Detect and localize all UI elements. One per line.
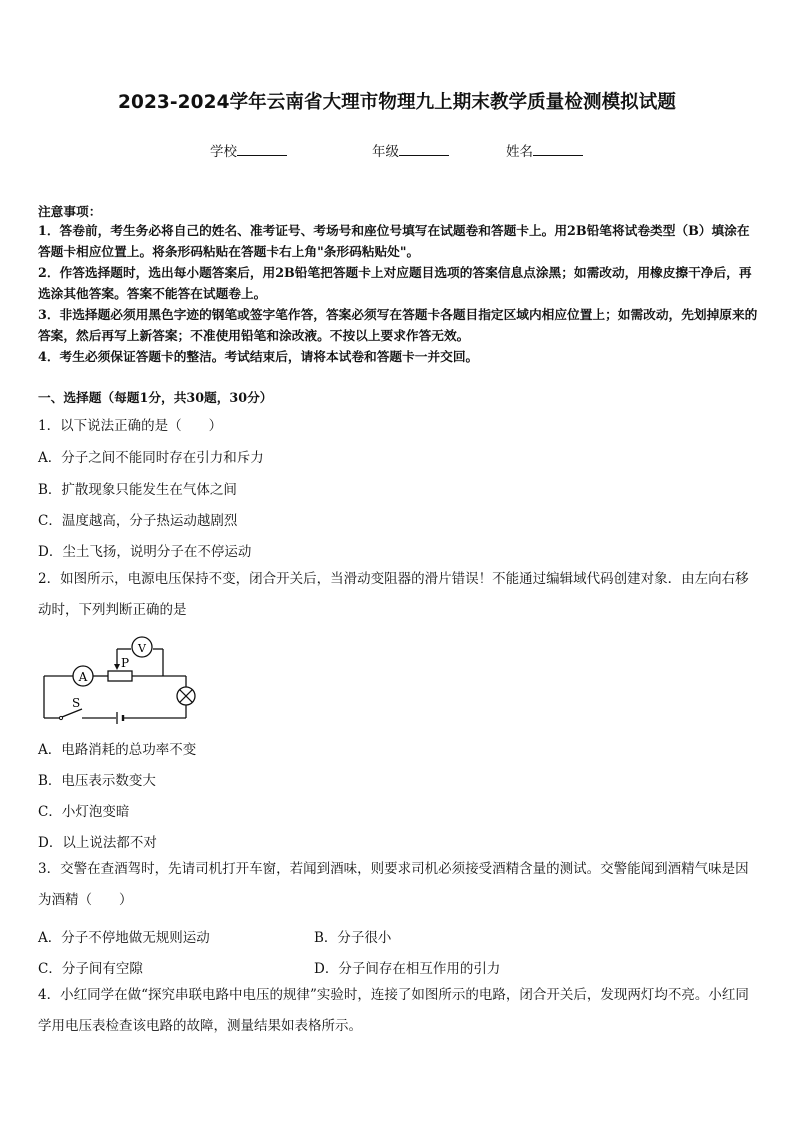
note-item: 3．非选择题必须用黑色字迹的钢笔或签字笔作答，答案必须写在答题卡各题目指定区域内相应位置上；如需改动，先划掉原来的答案，然后再写上新答案；不准使用铅笔和涂改液。不按以上要求作答无效。 <box>38 307 758 343</box>
slider-label: P <box>121 656 130 670</box>
note-item: 2．作答选择题时，选出每小题答案后，用2B铅笔把答题卡上对应题目选项的答案信息点涂黑；如需改动，用橡皮擦干净后，再选涂其他答案。答案不能答在试题卷上。 <box>38 265 752 301</box>
q3-option-b: B．分子很小 <box>314 930 392 946</box>
voltmeter-label: V <box>138 642 146 655</box>
q1-option-b: B．扩散现象只能发生在气体之间 <box>38 482 237 498</box>
school-label: 学校 <box>210 144 237 160</box>
q1-option-c: C．温度越高，分子热运动越剧烈 <box>38 513 238 529</box>
switch-label: S <box>72 696 81 710</box>
q1-option-d: D．尘土飞扬，说明分子在不停运动 <box>38 544 252 560</box>
grade-label: 年级 <box>372 144 399 160</box>
circuit-diagram <box>38 630 208 725</box>
q2-stem: 2．如图所示，电源电压保持不变，闭合开关后，当滑动变阻器的滑片错误！不能通过编辑域代码创建对象．由左向右移动时，下列判断正确的是 <box>38 571 749 618</box>
q4-stem: 4．小红同学在做“探究串联电路中电压的规律”实验时，连接了如图所示的电路，闭合开关后，发现两灯均不亮。小红同学用电压表检查该电路的故障，测量结果如表格所示。 <box>38 987 749 1034</box>
q1-stem: 1．以下说法正确的是（ ） <box>38 418 223 434</box>
name-field <box>506 140 583 160</box>
name-blank <box>533 141 583 156</box>
q3-option-a: A．分子不停地做无规则运动 <box>38 930 210 946</box>
switch-contact <box>59 716 62 719</box>
q2-option-c: C．小灯泡变暗 <box>38 804 130 820</box>
section-heading: 一、选择题（每题1分，共30题，30分） <box>38 390 273 405</box>
grade-field <box>372 140 449 160</box>
q3-option-c: C．分子间有空隙 <box>38 961 143 977</box>
slider-arrow-icon <box>114 664 120 670</box>
grade-blank <box>399 141 449 156</box>
q2-option-b: B．电压表示数变大 <box>38 773 156 789</box>
name-label: 姓名 <box>506 144 533 160</box>
note-item: 1．答卷前，考生务必将自己的姓名、准考证号、考场号和座位号填写在试题卷和答题卡上。用2B铅笔将试卷类型（B）填涂在答题卡相应位置上。将条形码粘贴在答题卡右上角"条形码粘贴处"。 <box>38 223 750 259</box>
q1-option-a: A．分子之间不能同时存在引力和斥力 <box>38 450 264 466</box>
q2-option-a: A．电路消耗的总功率不变 <box>38 742 197 758</box>
q2-option-d: D．以上说法都不对 <box>38 835 157 851</box>
school-blank <box>237 141 287 156</box>
q3-option-d: D．分子间存在相互作用的引力 <box>314 961 501 977</box>
note-item: 4．考生必须保证答题卡的整洁。考试结束后，请将本试卷和答题卡一并交回。 <box>38 349 479 364</box>
notes-heading: 注意事项： <box>38 204 102 219</box>
q3-stem: 3．交警在查酒驾时，先请司机打开车窗，若闻到酒味，则要求司机必须接受酒精含量的测试。交警能闻到酒精气味是因为酒精（ ） <box>38 861 749 908</box>
ammeter-label: A <box>78 670 88 684</box>
school-field <box>210 140 287 160</box>
page-title: 2023-2024学年云南省大理市物理九上期末教学质量检测模拟试题 <box>118 92 676 113</box>
